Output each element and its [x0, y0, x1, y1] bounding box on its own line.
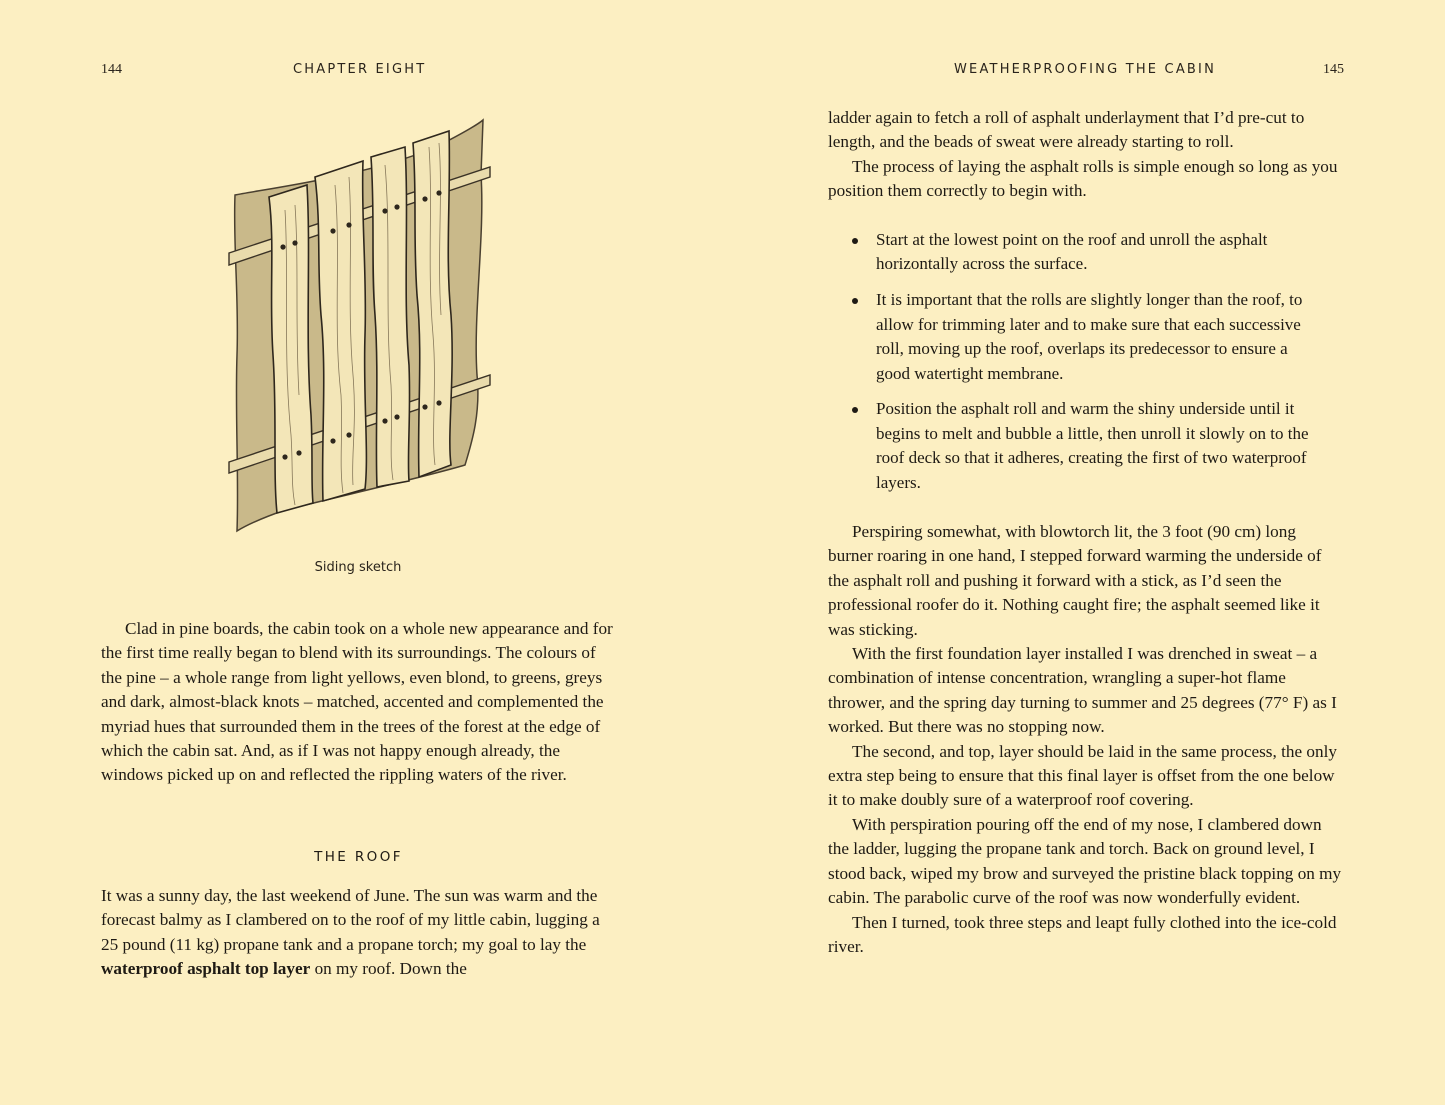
- paragraph-second-layer: The second, and top, layer should be laid in the same process, the only extra step being to ensure that this final layer is offset from the one below it to make doubly sure of a waterproof roof covering.: [828, 741, 1337, 810]
- figure-caption: [0, 560, 722, 575]
- page-number-left: 144: [101, 62, 122, 77]
- bullet-list-asphalt-steps: [828, 228, 1343, 507]
- list-item-text: It is important that the rolls are slightly longer than the roof, to allow for trimming later and to make sure that each successive roll, moving up the roof, overlaps its predecessor to ensure a good watertight membrane.: [876, 290, 1303, 383]
- body-text-block-right-top: [828, 106, 1343, 204]
- body-text-block-right-bottom: [828, 520, 1343, 959]
- figure-caption-text: Siding sketch: [314, 560, 402, 575]
- paragraph-pine-boards: Clad in pine boards, the cabin took on a whole new appearance and for the first time really began to blend with its surroundings. The colours of the pine – a whole range from light yellows, even blond, to greens, greys and dark, almost-black knots – matched, accented and complemented the myriad hues that surrounded them in the trees of the forest at the edge of which the cabin sat. And, as if I was not happy enough already, the windows picked up on and reflected the rippling waters of the river.: [101, 619, 613, 785]
- running-head-right: WEATHERPROOFING THE CABIN: [954, 62, 1217, 77]
- bullet-dot-icon: [852, 407, 858, 413]
- left-page: [0, 0, 722, 1105]
- paragraph-perspiring: Perspiring somewhat, with blowtorch lit, the 3 foot (90 cm) long burner roaring in one hand, I stepped forward warming the underside of the asphalt roll and pushing it forward with a stick, as I’d seen the professional roofer do it. Nothing caught fire; the asphalt seemed like it was sticking.: [828, 522, 1322, 639]
- paragraph-clambered-down: With perspiration pouring off the end of my nose, I clambered down the ladder, lugging the propane tank and torch. Back on ground level, I stood back, wiped my brow and surveyed the pristine black topping on my cabin. The parabolic curve of the roof was now wonderfully evident.: [828, 814, 1342, 908]
- siding-sketch-illustration: [225, 115, 500, 535]
- board-3: [371, 147, 410, 487]
- paragraph-ladder-again: ladder again to fetch a roll of asphalt underlayment that I’d pre-cut to length, and the beads of sweat were already starting to roll.: [828, 108, 1305, 152]
- paragraph-process: The process of laying the asphalt rolls is simple enough so long as you position them correctly to begin with.: [828, 156, 1338, 201]
- section-heading-the-roof: THE ROOF: [314, 849, 403, 865]
- board-2: [315, 161, 366, 501]
- running-head-left: CHAPTER EIGHT: [293, 62, 427, 77]
- page-number-right: 145: [1323, 62, 1344, 77]
- list-item: [828, 288, 1343, 386]
- right-page: [722, 0, 1445, 1105]
- board-1: [269, 185, 313, 513]
- paragraph-sunny-day: [101, 884, 616, 982]
- list-item: [828, 228, 1343, 277]
- bullet-dot-icon: [852, 298, 858, 304]
- paragraph-sunny-day-part1: It was a sunny day, the last weekend of June. The sun was warm and the forecast balmy as I clambered on to the roof of my little cabin, lugging a 25 pound (11 kg) propane tank and a propane torch; my goal to lay the: [101, 886, 600, 954]
- body-text-block-roof: [101, 884, 616, 982]
- list-item-text: Start at the lowest point on the roof and unroll the asphalt horizontally across the surface.: [876, 230, 1268, 274]
- body-text-block-left: [101, 617, 616, 788]
- bold-term-asphalt-layer: waterproof asphalt top layer: [101, 959, 311, 979]
- paragraph-first-layer: With the first foundation layer installed I was drenched in sweat – a combination of intense concentration, wrangling a super-hot flame thrower, and the spring day turning to summer and 25 degrees (77° F) as I worked. But there was no stopping now.: [828, 644, 1337, 737]
- list-item: [828, 397, 1343, 495]
- pine-boards: [269, 131, 452, 513]
- board-4: [413, 131, 452, 477]
- paragraph-ice-cold-river: Then I turned, took three steps and leapt fully clothed into the ice-cold river.: [828, 912, 1337, 956]
- bullet-dot-icon: [852, 238, 858, 244]
- list-item-text: Position the asphalt roll and warm the shiny underside until it begins to melt and bubble a little, then unroll it slowly on to the roof deck so that it adheres, creating the first of two waterproof layers.: [876, 399, 1309, 492]
- paragraph-sunny-day-part2: on my roof. Down the: [310, 959, 467, 979]
